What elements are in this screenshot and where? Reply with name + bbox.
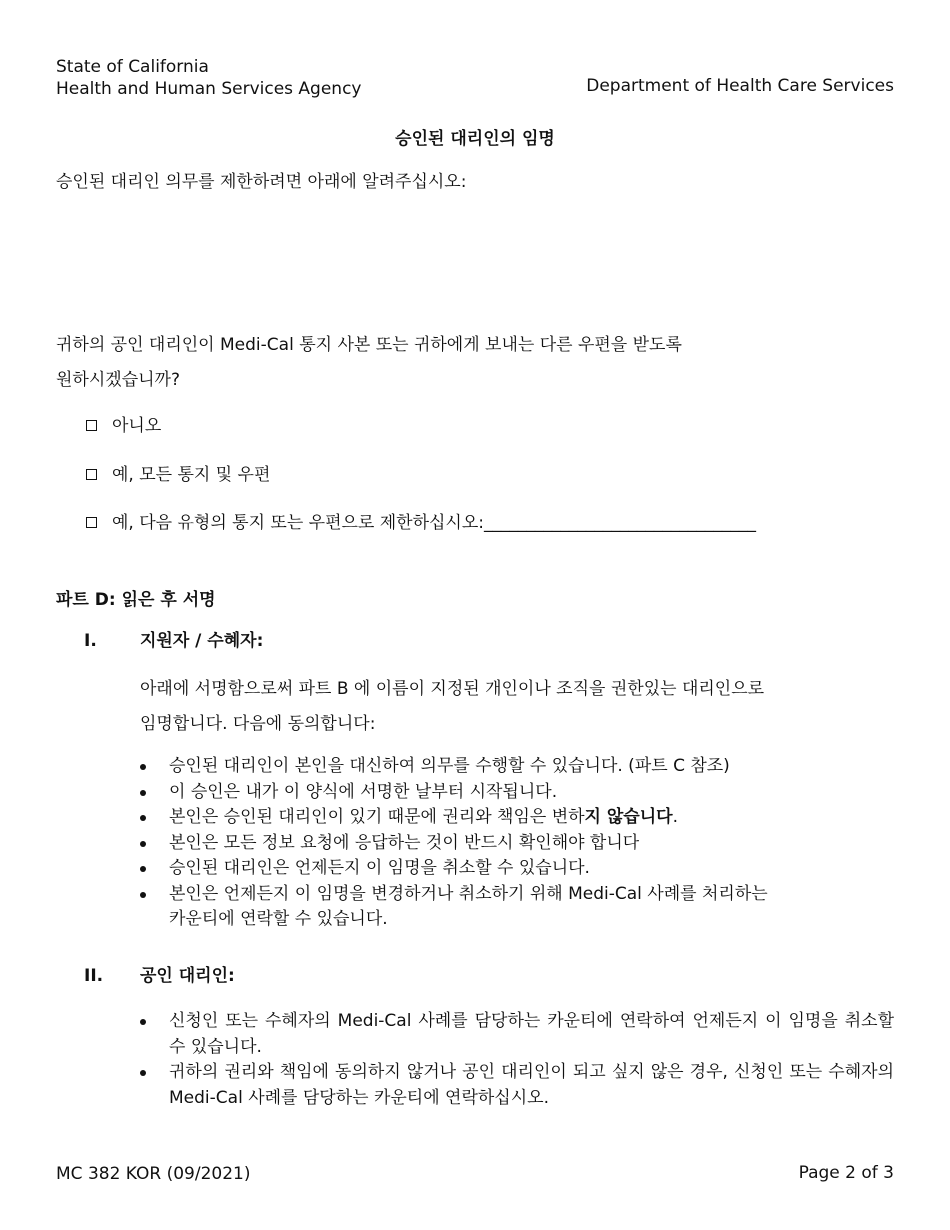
- list-item: 신청인 또는 수혜자의 Medi-Cal 사례를 담당하는 카운티에 연락하여 언제든지 이 임명을 취소할 수 있습니다.: [140, 1009, 894, 1060]
- section1-title: 지원자 / 수혜자:: [140, 631, 264, 651]
- checkbox-limited-notices[interactable]: [86, 517, 97, 528]
- list-item: 본인은 승인된 대리인이 있기 때문에 권리와 책임은 변하지 않습니다.: [140, 805, 860, 831]
- footer-form-id: MC 382 KOR (09/2021): [56, 1164, 251, 1184]
- option-limited-notices-label: 예, 다음 유형의 통지 또는 우편으로 제한하십시오:________________________________: [112, 513, 756, 533]
- list-item: 본인은 모든 정보 요청에 응답하는 것이 반드시 확인해야 합니다: [140, 831, 860, 857]
- mail-question-line2: 원하시겠습니까?: [56, 370, 180, 390]
- checkbox-no[interactable]: [86, 420, 97, 431]
- section2-numeral: II.: [84, 966, 104, 986]
- limit-duties-prompt: 승인된 대리인 의무를 제한하려면 아래에 알려주십시오:: [56, 172, 467, 192]
- section1-numeral: I.: [84, 631, 97, 651]
- section2-bullet-list: [140, 1009, 894, 1111]
- list-item: 승인된 대리인은 언제든지 이 임명을 취소할 수 있습니다.: [140, 856, 860, 882]
- list-item: 귀하의 권리와 책임에 동의하지 않거나 공인 대리인이 되고 싶지 않은 경우, 신청인 또는 수혜자의 Medi-Cal 사례를 담당하는 카운티에 연락하십시오.: [140, 1060, 894, 1111]
- option-all-notices-label: 예, 모든 통지 및 우편: [112, 465, 271, 485]
- list-item: 이 승인은 내가 이 양식에 서명한 날부터 시작됩니다.: [140, 780, 860, 806]
- section2-title: 공인 대리인:: [140, 966, 235, 986]
- section1-intro-line1: 아래에 서명함으로써 파트 B 에 이름이 지정된 개인이나 조직을 권한있는 대리인으로: [140, 679, 765, 699]
- list-item: 승인된 대리인이 본인을 대신하여 의무를 수행할 수 있습니다. (파트 C 참조): [140, 754, 860, 780]
- section1-bullet-list: [140, 754, 860, 933]
- header-department: Department of Health Care Services: [586, 76, 894, 96]
- part-d-heading: 파트 D: 읽은 후 서명: [56, 590, 216, 610]
- list-item: 본인은 언제든지 이 임명을 변경하거나 취소하기 위해 Medi-Cal 사례를 처리하는 카운티에 연락할 수 있습니다.: [140, 882, 860, 933]
- header-agency: Health and Human Services Agency: [56, 79, 362, 99]
- option-no-label: 아니오: [112, 416, 162, 436]
- page-title: 승인된 대리인의 임명: [395, 129, 555, 149]
- mail-question-line1: 귀하의 공인 대리인이 Medi-Cal 통지 사본 또는 귀하에게 보내는 다른 우편을 받도록: [56, 335, 682, 355]
- checkbox-all-notices[interactable]: [86, 469, 97, 480]
- footer-page-number: Page 2 of 3: [798, 1163, 894, 1183]
- header-state: State of California: [56, 57, 209, 77]
- section1-intro-line2: 임명합니다. 다음에 동의합니다:: [140, 714, 376, 734]
